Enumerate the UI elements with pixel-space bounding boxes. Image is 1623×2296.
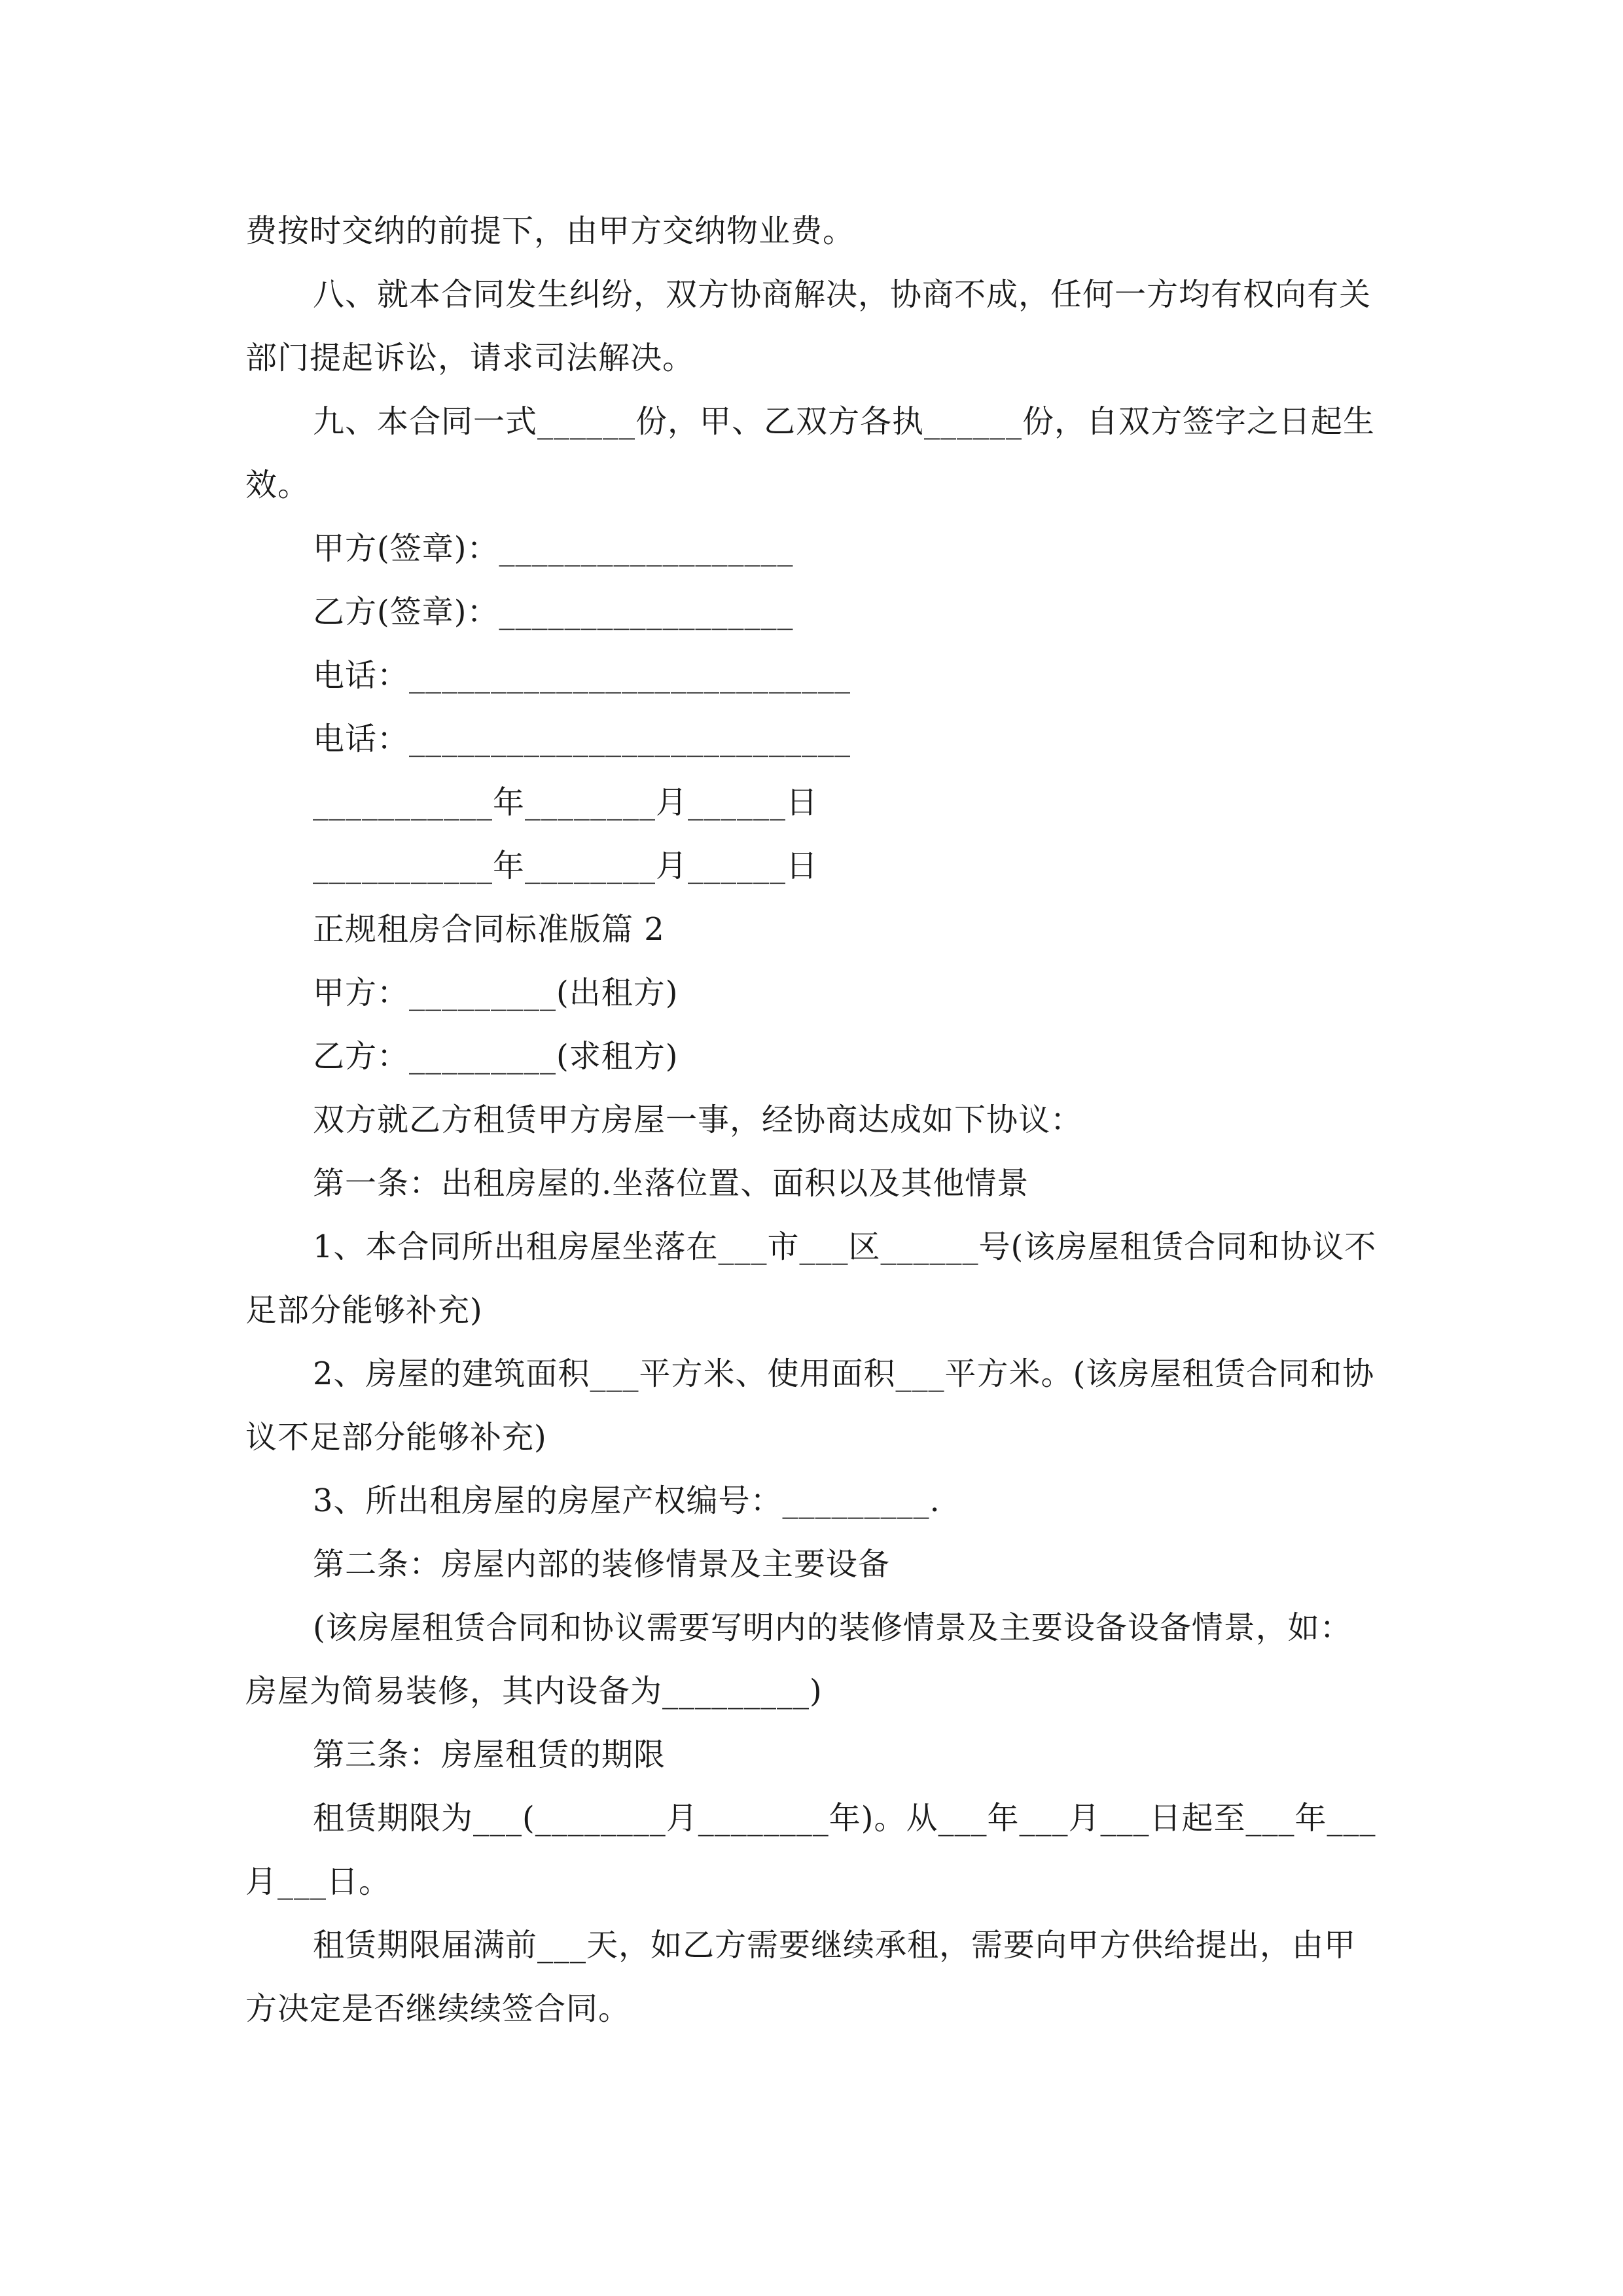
date-line: ___________年________月______日 <box>313 784 819 821</box>
text-line: 房屋为简易装修，其内设备为_________) <box>245 1673 823 1710</box>
text-line: 3、所出租房屋的房屋产权编号：_________. <box>313 1482 940 1519</box>
text-line: 议不足部分能够补充) <box>245 1419 547 1456</box>
text-line: 乙方：_________(求租方) <box>313 1038 679 1075</box>
text-line: 足部分能够补充) <box>245 1292 483 1329</box>
text-line: 1、本合同所出租房屋坐落在___市___区______号(该房屋租赁合同和协议不 <box>313 1229 1377 1265</box>
text-line: 租赁期限届满前___天，如乙方需要继续承租，需要向甲方供给提出，由甲 <box>313 1927 1357 1964</box>
text-line: 甲方：_________(出租方) <box>313 975 679 1011</box>
signature-line-party-a: 甲方(签章)：__________________ <box>313 530 794 567</box>
text-line: (该房屋租赁合同和协议需要写明内的装修情景及主要设备设备情景，如： <box>313 1609 1352 1646</box>
text-line: 方决定是否继续续签合同。 <box>245 1990 631 2027</box>
text-line: 双方就乙方租赁甲方房屋一事，经协商达成如下协议： <box>313 1102 1083 1138</box>
phone-line: 电话：___________________________ <box>313 657 851 694</box>
article-heading: 第二条：房屋内部的装修情景及主要设备 <box>313 1546 891 1583</box>
article-heading: 第一条：出租房屋的.坐落位置、面积以及其他情景 <box>313 1165 1029 1202</box>
text-line: 2、房屋的建筑面积___平方米、使用面积___平方米。(该房屋租赁合同和协 <box>313 1355 1375 1392</box>
text-line: 部门提起诉讼，请求司法解决。 <box>245 340 695 376</box>
signature-line-party-b: 乙方(签章)：__________________ <box>313 594 794 630</box>
text-line: 费按时交纳的前提下，由甲方交纳物业费。 <box>245 213 855 249</box>
text-line: 八、就本合同发生纠纷，双方协商解决，协商不成，任何一方均有权向有关 <box>313 276 1372 313</box>
section-heading: 正规租房合同标准版篇 2 <box>313 911 665 948</box>
article-heading: 第三条：房屋租赁的期限 <box>313 1736 666 1773</box>
text-line: 月___日。 <box>245 1863 391 1900</box>
phone-line: 电话：___________________________ <box>313 721 851 757</box>
text-line: 效。 <box>245 467 310 503</box>
text-line: 租赁期限为___(________月________年)。从___年___月___日起至___年___ <box>313 1800 1376 1837</box>
text-line: 九、本合同一式______份，甲、乙双方各执______份，自双方签字之日起生 <box>313 403 1376 440</box>
date-line: ___________年________月______日 <box>313 848 819 884</box>
